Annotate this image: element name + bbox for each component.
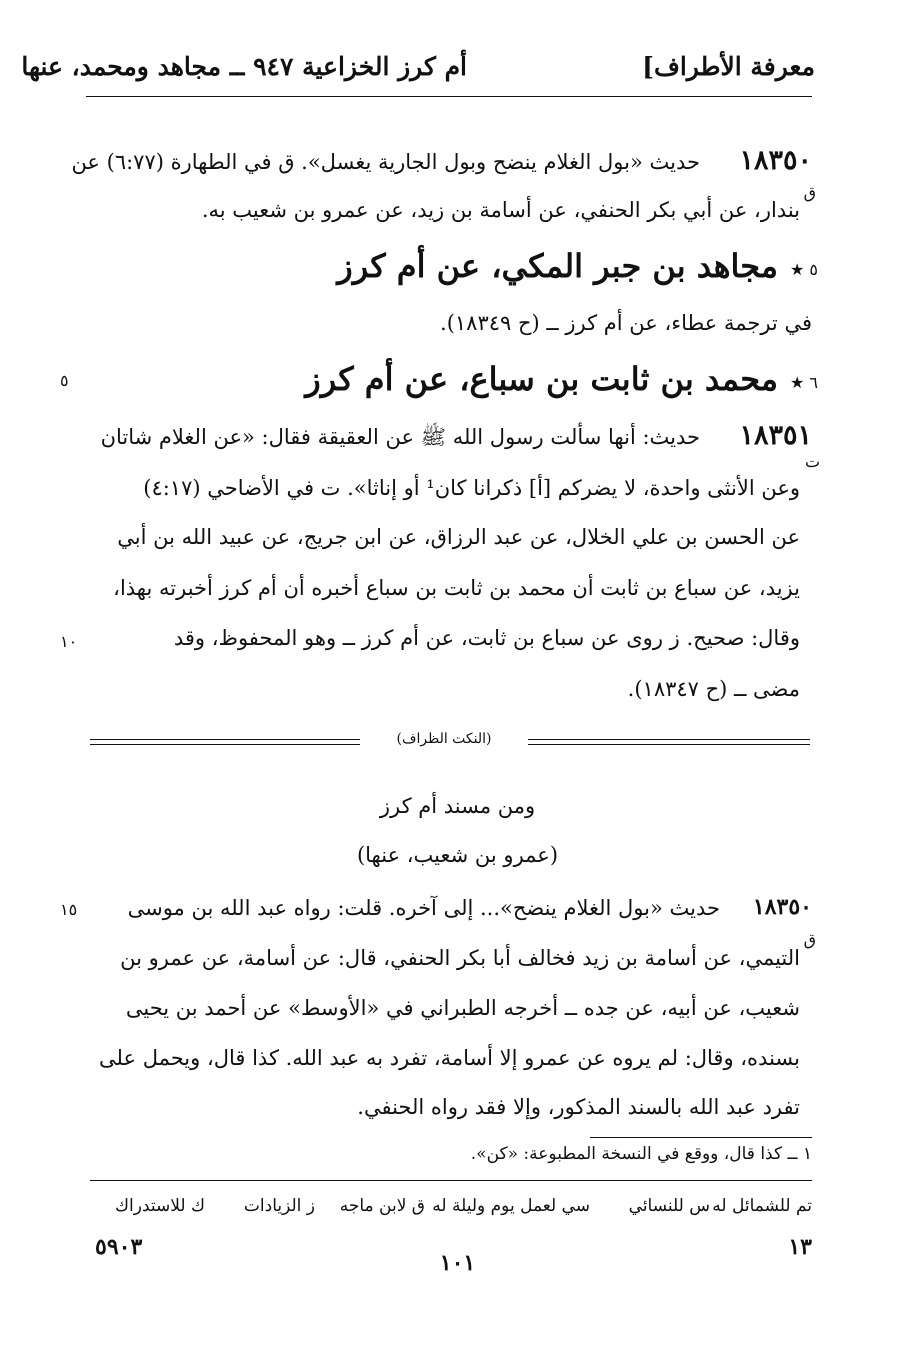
entry-text: وقال: صحيح. ز روى عن سباع بن ثابت، عن أم كرز ــ وهو المحفوظ، وقد (173, 626, 800, 650)
header-right: معرفة الأطراف] (642, 52, 815, 81)
entry-text: بندار، عن أبي بكر الحنفي، عن أسامة بن زيد، عن عمرو بن شعيب به. (201, 198, 800, 222)
legend-item: ز الزيادات (243, 1196, 315, 1216)
legend-item: ق لابن ماجه (339, 1196, 425, 1216)
ornament-title: (النكت الظراف) (360, 731, 528, 747)
entry-text: وعن الأنثى واحدة، لا يضركم [أ] ذكرانا كان¹ أو إناثا». ت في الأضاحي (٤:١٧) (143, 476, 800, 500)
line-number: ١٥ (60, 900, 78, 919)
margin-siglum: ت (804, 452, 820, 471)
section-marker: ٦ ★ (789, 373, 818, 392)
margin-siglum: ق (803, 183, 816, 202)
page-number: ١٠١ (439, 1250, 476, 1276)
entry-text: بسنده، وقال: لم يروه عن عمرو إلا أسامة، تفرد به عبد الله. كذا قال، ويحمل على (99, 1046, 800, 1070)
legend-item: س للنسائي (628, 1196, 710, 1216)
entry-number: ١٨٣٥١ (739, 420, 812, 451)
legend-item: سي لعمل يوم وليلة له (432, 1196, 590, 1216)
line-number: ٥ (60, 371, 69, 390)
section-subtext: في ترجمة عطاء، عن أم كرز ــ (ح ١٨٣٤٩). (440, 311, 812, 335)
legend-item: تم للشمائل له (712, 1196, 812, 1216)
page-footer-left: ٥٩٠٣ (95, 1234, 143, 1260)
footnote: ١ ــ كذا قال، ووقع في النسخة المطبوعة: «كن». (470, 1144, 812, 1164)
entry-text: تفرد عبد الله بالسند المذكور، وإلا فقد رواه الحنفي. (357, 1095, 800, 1119)
entry-number: ١٨٣٥٠ (752, 894, 812, 920)
entry-text: التيمي، عن أسامة بن زيد فخالف أبا بكر الحنفي، قال: عن أسامة، عن عمرو بن (120, 946, 800, 970)
entry-text: حديث: أنها سألت رسول الله ﷺ عن العقيقة فقال: «عن الغلام شاتان (100, 425, 700, 449)
section-title: ومن مسند أم كرز (379, 794, 536, 818)
page-footer-right: ١٣ (788, 1234, 812, 1260)
entry-number: ١٨٣٥٠ (739, 145, 812, 176)
legend-item: ك للاستدراك (115, 1196, 205, 1216)
margin-siglum: ق (803, 930, 816, 949)
entry-text: شعيب، عن أبيه، عن جده ــ أخرجه الطبراني في «الأوسط» عن أحمد بن يحيى (125, 996, 800, 1020)
line-number: ١٠ (60, 632, 78, 651)
section-heading: محمد بن ثابت بن سباع، عن أم كرز (305, 360, 778, 398)
entry-text: يزيد، عن سباع بن ثابت أن محمد بن ثابت بن سباع أخبره أن أم كرز أخبرته بهذا، (113, 576, 800, 600)
legend-rule (90, 1180, 812, 1181)
entry-text: مضى ــ (ح ١٨٣٤٧). (627, 677, 800, 701)
entry-text: حديث «بول الغلام ينضح وبول الجارية يغسل». ق في الطهارة (٦:٧٧) عن (71, 150, 700, 174)
section-subtitle: (عمرو بن شعيب، عنها) (356, 843, 559, 867)
entry-text: عن الحسن بن علي الخلال، عن عبد الرزاق، عن ابن جريج، عن عبيد الله بن أبي (117, 525, 800, 549)
footnote-rule (590, 1137, 812, 1138)
section-marker: ٥ ★ (789, 260, 818, 279)
entry-text: حديث «بول الغلام ينضح»... إلى آخره. قلت: رواه عبد الله بن موسى (127, 896, 720, 920)
header-rule (86, 96, 812, 97)
section-heading: مجاهد بن جبر المكي، عن أم كرز (337, 247, 778, 285)
header-center: أم كرز الخزاعية ٩٤٧ ــ مجاهد ومحمد، عنها (21, 52, 467, 81)
